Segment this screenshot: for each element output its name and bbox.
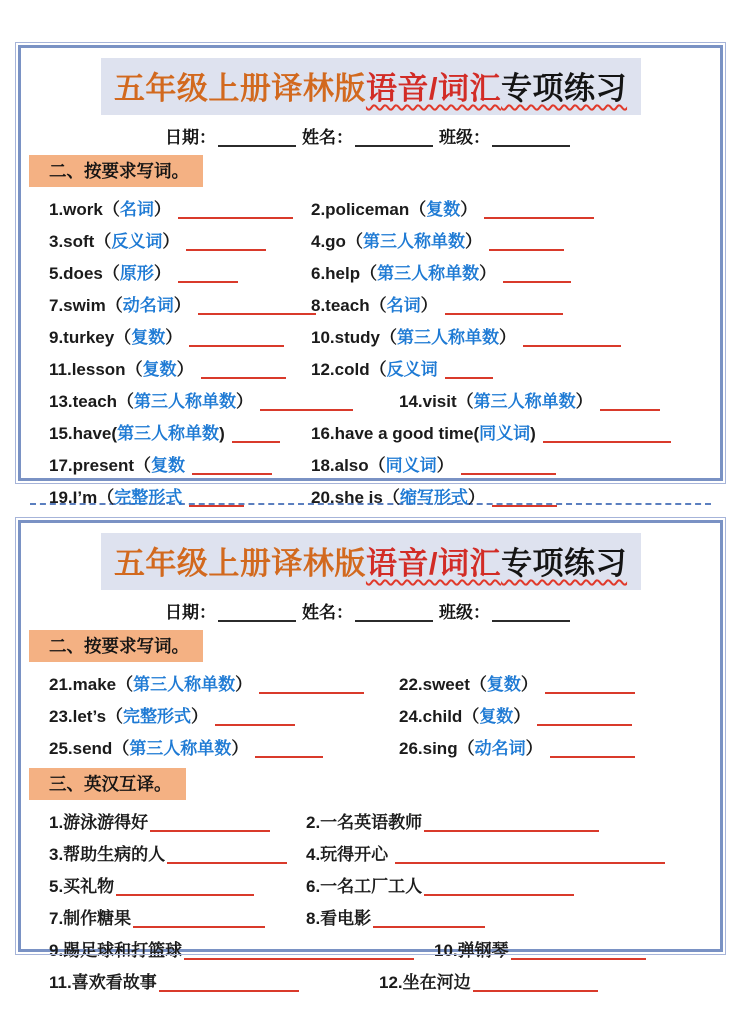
item-text: 7.制作糖果 xyxy=(49,909,132,928)
answer-blank[interactable] xyxy=(543,425,671,443)
word-item-7 xyxy=(49,291,311,316)
answer-blank[interactable] xyxy=(198,297,316,315)
title-grade-part: 五年级上册译林版 xyxy=(113,71,366,106)
item-text: 10.弹钢琴 xyxy=(434,941,509,960)
paren-open: （ xyxy=(105,296,123,315)
translate-item-12 xyxy=(379,968,598,993)
word-item-2 xyxy=(311,195,594,220)
word-item-22 xyxy=(399,670,635,695)
title-practice-part: 专项练习 xyxy=(501,546,628,581)
item-text: 1.work xyxy=(49,200,103,219)
paren-close: ） xyxy=(525,739,543,758)
word-item-17 xyxy=(49,451,311,476)
item-hint: 第三人称单数 xyxy=(362,232,465,251)
paren-open: ( xyxy=(473,424,480,443)
paren-open: （ xyxy=(456,392,474,411)
paren-close: ） xyxy=(236,392,254,411)
section-translate-header: 三、英汉互译。 xyxy=(29,768,186,800)
paren-close: ） xyxy=(520,675,538,694)
answer-blank[interactable] xyxy=(116,878,254,896)
item-hint: 完整形式 xyxy=(123,707,192,726)
item-hint: 同义词 xyxy=(479,424,531,443)
item-hint: 动名词 xyxy=(474,739,526,758)
answer-blank[interactable] xyxy=(189,489,244,507)
title-practice-part: 专项练习 xyxy=(501,71,628,106)
paren-open: （ xyxy=(116,675,134,694)
paren-open: （ xyxy=(125,360,143,379)
word-item-16 xyxy=(311,419,671,444)
item-hint: 复数 xyxy=(486,675,521,694)
paren-open: （ xyxy=(457,739,475,758)
paren-close: ） xyxy=(513,707,531,726)
meta-line xyxy=(49,123,692,148)
word-item-19 xyxy=(49,483,311,508)
name-label: 姓名： xyxy=(302,128,353,147)
item-text: 12.坐在河边 xyxy=(379,973,471,992)
translate-item-11 xyxy=(49,968,379,993)
item-text: 4.go xyxy=(311,232,346,251)
answer-blank[interactable] xyxy=(523,329,621,347)
item-hint: 名词 xyxy=(386,296,421,315)
answer-blank[interactable] xyxy=(178,201,293,219)
answer-blank[interactable] xyxy=(511,942,646,960)
word-item-5 xyxy=(49,259,311,284)
word-item-4 xyxy=(311,227,564,252)
item-text: 10.study xyxy=(311,328,380,347)
item-hint: 完整形式 xyxy=(114,488,183,507)
item-text: 23.let’s xyxy=(49,707,107,726)
paren-open: （ xyxy=(114,328,132,347)
item-text: 12.cold xyxy=(311,360,370,379)
paren-open: （ xyxy=(469,675,487,694)
word-item-13 xyxy=(49,387,399,412)
title-topic-part: 语音/词汇 xyxy=(365,71,502,106)
title-grade-part: 五年级上册译林版 xyxy=(113,546,366,581)
word-item-20 xyxy=(311,483,557,508)
answer-blank[interactable] xyxy=(492,489,557,507)
item-hint: 复数 xyxy=(131,328,166,347)
item-text: 2.policeman xyxy=(311,200,410,219)
date-label: 日期： xyxy=(165,128,216,147)
item-hint: 缩写形式 xyxy=(399,488,468,507)
class-blank[interactable] xyxy=(492,604,570,622)
paren-close: ） xyxy=(235,675,253,694)
paren-close: ） xyxy=(191,707,209,726)
worksheet-page-2 xyxy=(18,520,723,992)
item-hint: 同义词 xyxy=(385,456,437,475)
answer-blank[interactable] xyxy=(215,708,295,726)
answer-blank[interactable] xyxy=(255,740,323,758)
translate-item-3 xyxy=(49,840,306,865)
item-text: 22.sweet xyxy=(399,675,470,694)
word-item-25 xyxy=(49,734,399,759)
paren-open: （ xyxy=(368,456,386,475)
answer-blank[interactable] xyxy=(550,740,635,758)
item-hint: 名词 xyxy=(119,200,154,219)
answer-blank[interactable] xyxy=(395,846,665,864)
name-blank[interactable] xyxy=(355,129,433,147)
answer-blank[interactable] xyxy=(184,942,414,960)
item-text: 19.I’m xyxy=(49,488,98,507)
answer-blank[interactable] xyxy=(445,297,563,315)
answer-blank[interactable] xyxy=(545,676,635,694)
paren-close: ） xyxy=(420,296,438,315)
answer-blank[interactable] xyxy=(259,676,364,694)
paren-open: （ xyxy=(94,232,112,251)
word-item-24 xyxy=(399,702,632,727)
paren-close: ) xyxy=(530,424,536,443)
paren-open: （ xyxy=(382,488,400,507)
answer-blank[interactable] xyxy=(150,814,270,832)
item-text: 24.child xyxy=(399,707,463,726)
answer-blank[interactable] xyxy=(484,201,594,219)
exercise-row xyxy=(49,291,692,316)
paren-open: （ xyxy=(102,200,120,219)
class-label: 班级： xyxy=(439,603,490,622)
word-item-10 xyxy=(311,323,621,348)
answer-blank[interactable] xyxy=(192,457,272,475)
item-text: 6.help xyxy=(311,264,361,283)
paren-open: （ xyxy=(409,200,427,219)
answer-blank[interactable] xyxy=(373,910,485,928)
paren-close: ） xyxy=(467,488,485,507)
translate-row xyxy=(49,904,692,929)
paren-close: ） xyxy=(153,264,171,283)
exercise-row xyxy=(49,734,692,759)
paren-open: （ xyxy=(97,488,115,507)
word-item-1 xyxy=(49,195,311,220)
name-blank[interactable] xyxy=(355,604,433,622)
word-item-21 xyxy=(49,670,399,695)
answer-blank[interactable] xyxy=(503,265,571,283)
exercise-row xyxy=(49,419,692,444)
answer-blank[interactable] xyxy=(260,393,353,411)
answer-blank[interactable] xyxy=(201,361,286,379)
item-hint: 第三人称单数 xyxy=(377,264,480,283)
date-label: 日期： xyxy=(165,603,216,622)
item-hint: 原形 xyxy=(119,264,154,283)
answer-blank[interactable] xyxy=(600,393,660,411)
paren-open: （ xyxy=(345,232,363,251)
exercise-row xyxy=(49,195,692,220)
word-item-14 xyxy=(399,387,660,412)
name-label: 姓名： xyxy=(302,603,353,622)
translate-row xyxy=(49,840,692,865)
translate-item-9 xyxy=(49,936,434,961)
exercise-row xyxy=(49,323,692,348)
item-text: 16.have a good time xyxy=(311,424,474,443)
item-text: 3.帮助生病的人 xyxy=(49,845,166,864)
translate-item-1 xyxy=(49,808,306,833)
answer-blank[interactable] xyxy=(489,233,564,251)
paren-close: ） xyxy=(460,200,478,219)
paren-open: （ xyxy=(106,707,124,726)
word-item-8 xyxy=(311,291,563,316)
item-text: 21.make xyxy=(49,675,117,694)
item-text: 9.turkey xyxy=(49,328,115,347)
translate-item-6 xyxy=(306,872,574,897)
paren-close: ） xyxy=(176,360,194,379)
translate-item-8 xyxy=(306,904,485,929)
title-topic-part: 语音/词汇 xyxy=(365,546,502,581)
translate-item-10 xyxy=(434,936,646,961)
item-hint: 第三人称单数 xyxy=(396,328,499,347)
item-text: 2.一名英语教师 xyxy=(306,813,423,832)
item-hint: 第三人称单数 xyxy=(473,392,576,411)
paren-open: （ xyxy=(134,456,152,475)
item-text: 1.游泳游得好 xyxy=(49,813,149,832)
item-hint: 复数 xyxy=(142,360,177,379)
exercise-row xyxy=(49,259,692,284)
section-words-header: 二、按要求写词。 xyxy=(29,155,203,187)
item-text: 20.she is xyxy=(311,488,383,507)
word-item-26 xyxy=(399,734,635,759)
answer-blank[interactable] xyxy=(424,814,599,832)
answer-blank[interactable] xyxy=(232,425,280,443)
item-hint: 第三人称单数 xyxy=(134,392,237,411)
translate-row xyxy=(49,936,692,961)
item-hint: 第三人称单数 xyxy=(133,675,236,694)
exercise-row xyxy=(49,451,692,476)
paren-open: （ xyxy=(369,360,387,379)
item-text: 26.sing xyxy=(399,739,458,758)
paren-open: （ xyxy=(102,264,120,283)
exercise-row xyxy=(49,702,692,727)
answer-blank[interactable] xyxy=(473,974,598,992)
translate-item-2 xyxy=(306,808,599,833)
date-blank[interactable] xyxy=(218,604,296,622)
exercise-row xyxy=(49,387,692,412)
item-hint: 动名词 xyxy=(122,296,174,315)
item-text: 18.also xyxy=(311,456,369,475)
paren-close: ） xyxy=(165,328,183,347)
translate-row xyxy=(49,968,692,993)
paren-close: ） xyxy=(162,232,180,251)
translate-row xyxy=(49,808,692,833)
paren-close: ） xyxy=(153,200,171,219)
paren-open: （ xyxy=(369,296,387,315)
word-item-23 xyxy=(49,702,399,727)
word-item-6 xyxy=(311,259,571,284)
paren-close: ） xyxy=(231,739,249,758)
answer-blank[interactable] xyxy=(167,846,287,864)
class-blank[interactable] xyxy=(492,129,570,147)
answer-blank[interactable] xyxy=(186,233,266,251)
item-text: 13.teach xyxy=(49,392,118,411)
paren-open: （ xyxy=(462,707,480,726)
item-hint: 反义词 xyxy=(111,232,163,251)
meta-line xyxy=(49,598,692,623)
item-hint: 第三人称单数 xyxy=(129,739,232,758)
word-item-9 xyxy=(49,323,311,348)
paren-close: ） xyxy=(436,456,454,475)
item-hint: 复数 xyxy=(426,200,461,219)
item-text: 6.一名工厂工人 xyxy=(306,877,423,896)
paren-open: （ xyxy=(360,264,378,283)
item-text: 5.买礼物 xyxy=(49,877,115,896)
paren-close: ） xyxy=(464,232,482,251)
section-words-header: 二、按要求写词。 xyxy=(29,630,203,662)
item-hint: 反义词 xyxy=(386,360,438,379)
translate-row xyxy=(49,872,692,897)
answer-blank[interactable] xyxy=(461,457,556,475)
paren-close: ） xyxy=(498,328,516,347)
translate-item-7 xyxy=(49,904,306,929)
class-label: 班级： xyxy=(439,128,490,147)
item-text: 5.does xyxy=(49,264,103,283)
answer-blank[interactable] xyxy=(178,265,238,283)
item-text: 14.visit xyxy=(399,392,457,411)
worksheet-page-1 xyxy=(18,45,723,507)
date-blank[interactable] xyxy=(218,129,296,147)
page-title xyxy=(101,58,641,115)
item-text: 25.send xyxy=(49,739,113,758)
item-text: 11.喜欢看故事 xyxy=(49,973,157,992)
item-hint: 第三人称单数 xyxy=(117,424,220,443)
exercise-row xyxy=(49,355,692,380)
answer-blank[interactable] xyxy=(133,910,265,928)
item-text: 8.teach xyxy=(311,296,370,315)
translate-item-4 xyxy=(306,840,665,865)
item-text: 7.swim xyxy=(49,296,106,315)
word-item-18 xyxy=(311,451,556,476)
word-item-15 xyxy=(49,419,311,444)
item-text: 3.soft xyxy=(49,232,95,251)
answer-blank[interactable] xyxy=(445,361,493,379)
paren-open: （ xyxy=(379,328,397,347)
answer-blank[interactable] xyxy=(537,708,632,726)
answer-blank[interactable] xyxy=(424,878,574,896)
word-item-11 xyxy=(49,355,311,380)
paren-open: ( xyxy=(111,424,118,443)
item-text: 9.踢足球和打篮球 xyxy=(49,941,183,960)
item-text: 11.lesson xyxy=(49,360,126,379)
paren-open: （ xyxy=(112,739,130,758)
answer-blank[interactable] xyxy=(189,329,284,347)
paren-close: ） xyxy=(575,392,593,411)
answer-blank[interactable] xyxy=(159,974,299,992)
item-text: 8.看电影 xyxy=(306,909,372,928)
item-hint: 复数 xyxy=(479,707,514,726)
word-item-12 xyxy=(311,355,493,380)
paren-close: ) xyxy=(219,424,225,443)
paren-open: （ xyxy=(117,392,135,411)
item-hint: 复数 xyxy=(151,456,186,475)
exercise-row xyxy=(49,227,692,252)
item-text: 17.present xyxy=(49,456,135,475)
paren-close: ） xyxy=(173,296,191,315)
item-text: 15.have xyxy=(49,424,112,443)
translate-item-5 xyxy=(49,872,306,897)
word-item-3 xyxy=(49,227,311,252)
paren-close: ） xyxy=(479,264,497,283)
item-text: 4.玩得开心 xyxy=(306,845,389,864)
exercise-row xyxy=(49,670,692,695)
page-title xyxy=(101,533,641,590)
